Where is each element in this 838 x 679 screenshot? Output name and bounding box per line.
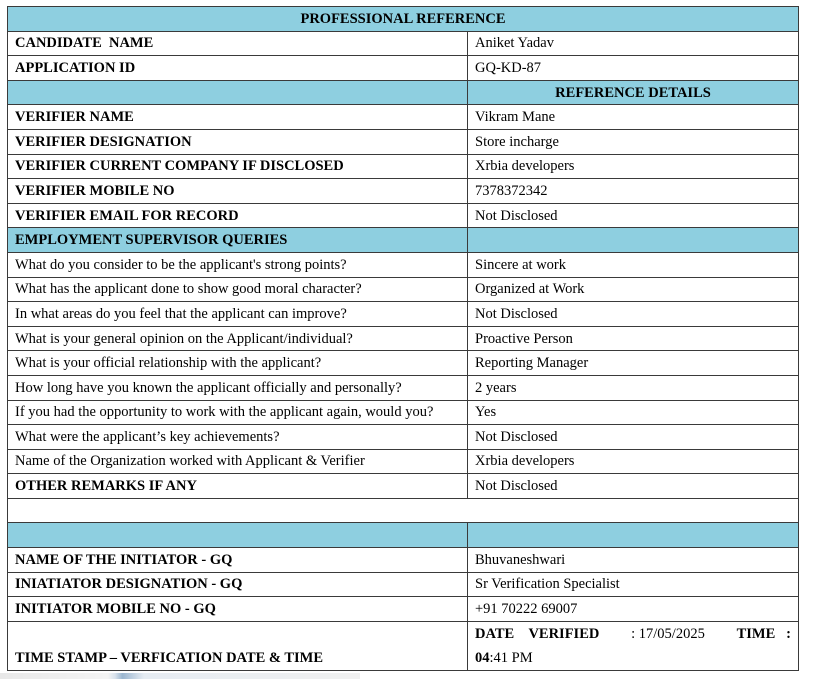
query-question: In what areas do you feel that the applicant can improve?: [8, 302, 468, 327]
verifier-name-value: Vikram Mane: [468, 105, 799, 130]
query-question: What do you consider to be the applicant's strong points?: [8, 252, 468, 277]
verifier-email-label: VERIFIER EMAIL FOR RECORD: [8, 203, 468, 228]
application-id-label: APPLICATION ID: [8, 56, 468, 81]
queries-header-right: [468, 228, 799, 253]
query-row: [8, 400, 799, 425]
reference-details-header: [8, 80, 799, 105]
initiator-designation-label: INIATIATOR DESIGNATION - GQ: [8, 572, 468, 597]
application-id-value: GQ-KD-87: [468, 56, 799, 81]
verifier-company-value: Xrbia developers: [468, 154, 799, 179]
timestamp-time-line: [475, 646, 791, 670]
spacer-cell: [8, 498, 799, 523]
query-answer: Yes: [468, 400, 799, 425]
query-question: What were the applicant’s key achievements?: [8, 425, 468, 450]
verifier-name-label: VERIFIER NAME: [8, 105, 468, 130]
time-rest: :41 PM: [489, 649, 533, 666]
query-answer: Not Disclosed: [468, 302, 799, 327]
spacer-row: [8, 498, 799, 523]
verifier-company-row: [8, 154, 799, 179]
query-question: What is your official relationship with the applicant?: [8, 351, 468, 376]
verifier-mobile-label: VERIFIER MOBILE NO: [8, 179, 468, 204]
query-row: [8, 277, 799, 302]
remarks-label: OTHER REMARKS IF ANY: [8, 474, 468, 499]
initiator-name-value: Bhuvaneshwari: [468, 548, 799, 573]
candidate-name-value: Aniket Yadav: [468, 31, 799, 56]
query-row: [8, 425, 799, 450]
bottom-edge-strip: [0, 673, 360, 679]
reference-details-title: REFERENCE DETAILS: [468, 80, 799, 105]
page-title: PROFESSIONAL REFERENCE: [8, 7, 799, 32]
verifier-company-label: VERIFIER CURRENT COMPANY IF DISCLOSED: [8, 154, 468, 179]
verifier-mobile-value: 7378372342: [468, 179, 799, 204]
date-verified-value: : 17/05/2025: [631, 625, 705, 642]
timestamp-label: TIME STAMP – VERFICATION DATE & TIME: [8, 621, 468, 670]
query-answer: Proactive Person: [468, 326, 799, 351]
query-question: Name of the Organization worked with Applicant & Verifier: [8, 449, 468, 474]
application-id-row: [8, 56, 799, 81]
query-answer: Sincere at work: [468, 252, 799, 277]
query-row: [8, 302, 799, 327]
timestamp-date-line: [475, 622, 791, 646]
verifier-email-row: [8, 203, 799, 228]
verifier-email-value: Not Disclosed: [468, 203, 799, 228]
reference-header-left: [8, 80, 468, 105]
timestamp-value: [468, 621, 799, 670]
date-verified-label: DATE VERIFIED: [475, 625, 600, 642]
initiator-designation-row: [8, 572, 799, 597]
initiator-header-left: [8, 523, 468, 548]
time-hour: 04: [475, 649, 490, 666]
query-answer: Xrbia developers: [468, 449, 799, 474]
reference-table: [7, 6, 799, 671]
query-answer: Not Disclosed: [468, 425, 799, 450]
query-row: [8, 375, 799, 400]
initiator-name-row: [8, 548, 799, 573]
query-row: [8, 252, 799, 277]
remarks-row: [8, 474, 799, 499]
candidate-name-row: [8, 31, 799, 56]
initiator-mobile-row: [8, 597, 799, 622]
queries-header: [8, 228, 799, 253]
verifier-designation-row: [8, 129, 799, 154]
candidate-name-label: CANDIDATE NAME: [8, 31, 468, 56]
time-label: TIME :: [736, 625, 791, 642]
query-answer: Reporting Manager: [468, 351, 799, 376]
query-row: [8, 351, 799, 376]
verifier-mobile-row: [8, 179, 799, 204]
timestamp-row: [8, 621, 799, 670]
initiator-mobile-label: INITIATOR MOBILE NO - GQ: [8, 597, 468, 622]
initiator-header-right: [468, 523, 799, 548]
query-answer: 2 years: [468, 375, 799, 400]
initiator-designation-value: Sr Verification Specialist: [468, 572, 799, 597]
verifier-designation-value: Store incharge: [468, 129, 799, 154]
queries-title: EMPLOYMENT SUPERVISOR QUERIES: [8, 228, 468, 253]
initiator-mobile-value: +91 70222 69007: [468, 597, 799, 622]
query-question: How long have you known the applicant officially and personally?: [8, 375, 468, 400]
verifier-designation-label: VERIFIER DESIGNATION: [8, 129, 468, 154]
remarks-value: Not Disclosed: [468, 474, 799, 499]
query-question: If you had the opportunity to work with the applicant again, would you?: [8, 400, 468, 425]
query-row: [8, 449, 799, 474]
initiator-header: [8, 523, 799, 548]
query-answer: Organized at Work: [468, 277, 799, 302]
title-row: [8, 7, 799, 32]
query-question: What has the applicant done to show good moral character?: [8, 277, 468, 302]
query-row: [8, 326, 799, 351]
query-question: What is your general opinion on the Applicant/individual?: [8, 326, 468, 351]
initiator-name-label: NAME OF THE INITIATOR - GQ: [8, 548, 468, 573]
verifier-name-row: [8, 105, 799, 130]
